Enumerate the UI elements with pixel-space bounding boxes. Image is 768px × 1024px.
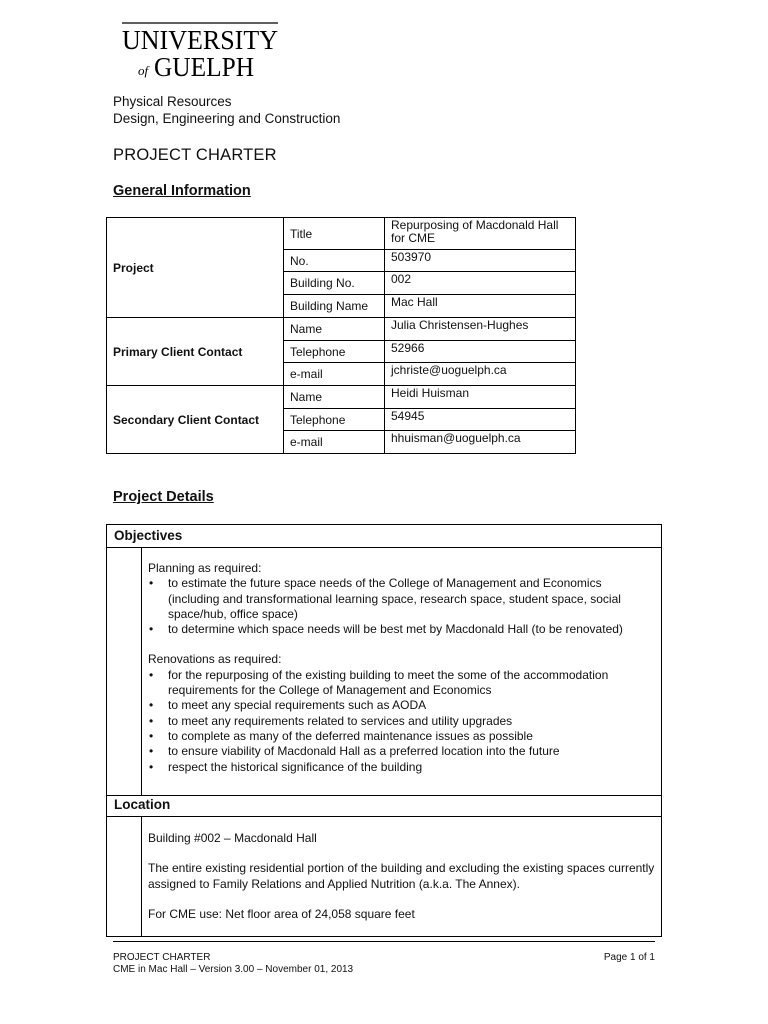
page-number: Page 1 of 1: [603, 952, 655, 963]
list-item: • to estimate the future space needs of the College of Management and Economics (including and transformational learning space, research space, student space, social space/hub, office space): [148, 576, 655, 622]
renovations-intro: Renovations as required:: [148, 652, 282, 667]
svg-text:GUELPH: GUELPH: [154, 52, 254, 82]
field-value: 52966: [385, 341, 576, 363]
svg-text:of: of: [138, 63, 149, 78]
field-value: Repurposing of Macdonald Hall for CME: [385, 218, 576, 250]
field-value: Mac Hall: [385, 295, 576, 318]
group-primary-client-contact: Primary Client Contact: [107, 318, 284, 386]
field-label: Building No.: [284, 272, 385, 295]
field-label: e-mail: [284, 431, 385, 454]
field-label: No.: [284, 250, 385, 272]
group-secondary-client-contact: Secondary Client Contact: [107, 386, 284, 454]
footer-divider: [113, 941, 655, 942]
footer-version: CME in Mac Hall – Version 3.00 – November 01, 2013: [113, 964, 354, 975]
location-paragraph: For CME use: Net floor area of 24,058 square feet: [148, 906, 415, 921]
field-label: Name: [284, 386, 385, 409]
objectives-header: Objectives: [107, 525, 661, 548]
field-value: 503970: [385, 250, 576, 272]
field-label: Title: [284, 218, 385, 250]
list-item: • to meet any special requirements such as AODA: [148, 698, 655, 713]
group-project: Project: [107, 218, 284, 318]
field-value: hhuisman@uoguelph.ca: [385, 431, 576, 454]
list-item: • to meet any requirements related to services and utility upgrades: [148, 714, 655, 729]
general-information-heading: General Information: [113, 183, 251, 199]
planning-list: [148, 576, 655, 637]
field-label: Building Name: [284, 295, 385, 318]
table-row: [107, 318, 576, 341]
field-label: Telephone: [284, 341, 385, 363]
field-label: e-mail: [284, 363, 385, 386]
document-title: PROJECT CHARTER: [113, 146, 277, 164]
university-of-guelph-logo: [120, 20, 282, 82]
field-value: 002: [385, 272, 576, 295]
general-information-table: [106, 217, 576, 454]
field-value: Julia Christensen-Hughes: [385, 318, 576, 341]
location-body: [141, 817, 661, 936]
svg-text:UNIVERSITY: UNIVERSITY: [122, 25, 278, 55]
table-row: [107, 218, 576, 250]
list-item: • to complete as many of the deferred maintenance issues as possible: [148, 729, 655, 744]
footer-info: [113, 952, 353, 976]
objectives-body: [141, 548, 661, 795]
list-item: • to ensure viability of Macdonald Hall as a preferred location into the future: [148, 744, 655, 759]
objectives-section: [106, 524, 662, 796]
list-item: • respect the historical significance of the building: [148, 760, 655, 775]
department-line-1: Physical Resources: [113, 94, 232, 109]
location-header: Location: [107, 794, 661, 817]
location-section: [106, 794, 662, 937]
renovations-list: [148, 668, 655, 775]
location-paragraph: The entire existing residential portion of the building and excluding the existing spaces currently assigned to Family Relations and Applied Nutrition (a.k.a. The Annex).: [148, 861, 655, 891]
field-value: Heidi Huisman: [385, 386, 576, 409]
department-line-2: Design, Engineering and Construction: [113, 111, 341, 126]
list-item: • to determine which space needs will be best met by Macdonald Hall (to be renovated): [148, 622, 655, 637]
table-row: [107, 386, 576, 409]
location-paragraph: Building #002 – Macdonald Hall: [148, 831, 317, 845]
field-label: Name: [284, 318, 385, 341]
field-label: Telephone: [284, 409, 385, 431]
project-details-heading: Project Details: [113, 489, 214, 505]
field-value: jchriste@uoguelph.ca: [385, 363, 576, 386]
footer-title: PROJECT CHARTER: [113, 952, 211, 963]
field-value: 54945: [385, 409, 576, 431]
planning-intro: Planning as required:: [148, 561, 262, 575]
list-item: • for the repurposing of the existing building to meet the some of the accommodation requirements for the College of Management and Economics: [148, 668, 655, 699]
